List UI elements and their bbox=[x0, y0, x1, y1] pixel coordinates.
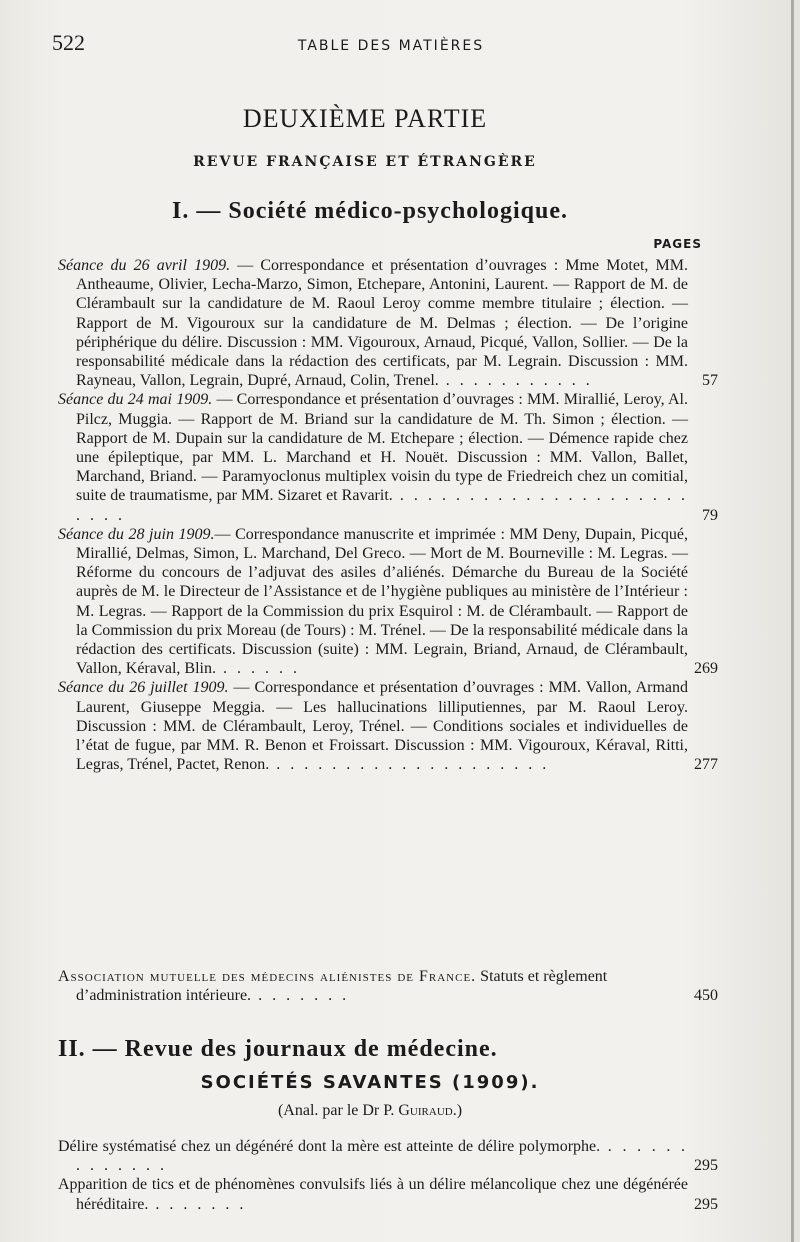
entry-text: — Correspondance et présentation d’ouvrages : MM. Mirallié, Leroy, Al. Pilcz, Muggia. — Rapport de M. Briand sur la candidature de M. Th. Simon ; élection. — Rapport de M. Dupain sur la candidature de M. Etchepare ; élection. — Démence rapide chez une épileptique, par MM. L. Marchand et H. Nouët. Discussion : MM. Vallon, Ballet, Marchand, Briand. — Paramyoclonus multiplex voisin du type de Friedreich chez un comitial, suite de traumatisme, par MM. Sizaret et Ravarit. bbox=[76, 391, 688, 505]
entry-page: 295 bbox=[694, 1157, 718, 1175]
entry-page: 79 bbox=[702, 506, 718, 524]
entry-text: Apparition de tics et de phénomènes convulsifs liés à un délire mélancolique chez une dégénérée héréditaire. bbox=[58, 1176, 688, 1213]
toc-entries-section-1 bbox=[58, 256, 718, 774]
pages-column-label: PAGES bbox=[653, 237, 702, 251]
entry-date: Séance du 26 avril 1909. bbox=[58, 257, 231, 274]
association-name: Association mutuelle des médecins aliénistes de France. bbox=[58, 968, 477, 985]
entry-text: Délire systématisé chez un dégénéré dont la mère est atteinte de délire polymorphe. bbox=[58, 1138, 601, 1155]
association-entry: Association mutuelle des médecins aliénistes de France. Statuts et règlement d’administration intérieure. . . . . . . . 450 bbox=[58, 968, 718, 1005]
entry-page: 269 bbox=[694, 660, 718, 678]
page-number: 522 bbox=[52, 30, 85, 55]
entry-date: Séance du 28 juin 1909. bbox=[58, 525, 215, 543]
section-heading-2: II. — Revue des journaux de médecine. bbox=[58, 1036, 498, 1062]
page-gutter bbox=[791, 0, 794, 1242]
part-subtitle: REVUE FRANÇAISE ET ÉTRANGÈRE bbox=[193, 154, 537, 170]
toc-entry: Séance du 26 avril 1909. — Correspondance et présentation d’ouvrages : Mme Motet, MM. Antheaume, Olivier, Lecha-Marzo, Simon, Etchepare, Antonini, Laurent. — Rapport de M. de Clérambault sur la candidature de M. Raoul Leroy comme membre titulaire ; élection. — Rapport de M. Vigouroux sur la candidature de M. Delmas ; élection. — De l’origine périphérique du délire. Discussion : MM. Vigouroux, Arnaud, Picqué, Vallon, Sollier. — De la responsabilité médicale dans la rédaction des certificats, par M. Legrain. Discussion : MM. Rayneau, Vallon, Legrain, Dupré, Arnaud, Colin, Trenel. . . . . . . . . . . . 57 bbox=[58, 257, 718, 390]
analyst-credit: (Anal. par le Dr P. Guiraud.) bbox=[277, 1102, 463, 1119]
entry-date: Séance du 24 mai 1909. bbox=[58, 391, 213, 409]
analyst-name: Guiraud bbox=[398, 1102, 453, 1119]
toc-entry: Séance du 26 juillet 1909. — Correspondance et présentation d’ouvrages : MM. Vallon, Armand Laurent, Giuseppe Meggia. — Les hallucinations lilliputiennes, par M. Raoul Leroy. Discussion : MM. de Clérambault, Leroy, Trénel. — Conditions sociales et individuelles de l’état de fugue, par MM. R. Benon et Froissart. Discussion : MM. Vigouroux, Kéraval, Ritti, Legras, Trénel, Pactet, Renon. . . . . . . . . . . . . . . . . . . . . 277 bbox=[58, 679, 718, 774]
entry-date: Séance du 26 juillet 1909. bbox=[58, 679, 229, 697]
running-title: TABLE DES MATIÈRES bbox=[297, 38, 485, 54]
part-title: DEUXIÈME PARTIE bbox=[242, 104, 488, 133]
societies-heading: SOCIÉTÉS SAVANTES (1909). bbox=[200, 1072, 540, 1093]
entry-text: — Correspondance et présentation d’ouvrages : MM. Vallon, Armand Laurent, Giuseppe Meggia. — Les hallucinations lilliputiennes, par M. Raoul Leroy. Discussion : MM. de Clérambault, Leroy, Trénel. — Conditions sociales et individuelles de l’état de fugue, par MM. R. Benon et Froissart. Discussion : MM. Vigouroux, Kéraval, Ritti, Legras, Trénel, Pactet, Renon. bbox=[76, 679, 689, 774]
entry-text: — Correspondance et présentation d’ouvrages : Mme Motet, MM. Antheaume, Olivier, Lecha-Marzo, Simon, Etchepare, Antonini, Laurent. — Rapport de M. de Clérambault sur la candidature de M. Raoul Leroy comme membre titulaire ; élection. — Rapport de M. Vigouroux sur la candidature de M. Delmas ; élection. — De l’origine périphérique du délire. Discussion : MM. Vigouroux, Arnaud, Picqué, Vallon, Sollier. — De la responsabilité médicale dans la rédaction des certificats, par M. Legrain. Discussion : MM. Rayneau, Vallon, Legrain, Dupré, Arnaud, Colin, Trenel. bbox=[76, 257, 688, 390]
toc-entry: Délire systématisé chez un dégénéré dont la mère est atteinte de délire polymorphe. . . . . . . . . . . . . . 295 bbox=[58, 1138, 718, 1175]
entry-page: 295 bbox=[694, 1195, 718, 1213]
entry-page: 277 bbox=[694, 756, 718, 774]
page-header bbox=[52, 30, 730, 64]
entry-text: — Correspondance manuscrite et imprimée : MM Deny, Dupain, Picqué, Mirallié, Delmas, Simon, L. Marchand, Del Greco. — Mort de M. Bourneville : M. Legras. — Réforme du concours de l’adjuvat des asiles d’aliénés. Démarche du Bureau de la Société auprès de M. le Directeur de l’Assistance et de l’hygiène publiques au ministère de l’Intérieur : M. Legras. — Rapport de la Commission du prix Esquirol : M. de Clérambault. — Rapport de la Commission du prix Moreau (de Tours) : M. Trénel. — De la responsabilité médicale dans la rédaction des certificats. Discussion (suite) : MM. Legrain, Briand, Arnaud, de Clérambault, Vallon, Kéraval, Blin. bbox=[76, 525, 688, 678]
entry-page: 57 bbox=[702, 372, 718, 390]
entry-page: 450 bbox=[694, 987, 718, 1005]
toc-entry: Séance du 28 juin 1909.— Correspondance manuscrite et imprimée : MM Deny, Dupain, Picqué, Mirallié, Delmas, Simon, L. Marchand, Del Greco. — Mort de M. Bourneville : M. Legras. — Réforme du concours de l’adjuvat des asiles d’aliénés. Démarche du Bureau de la Société auprès de M. le Directeur de l’Assistance et de l’hygiène publiques au ministère de l’Intérieur : M. Legras. — Rapport de la Commission du prix Esquirol : M. de Clérambault. — Rapport de la Commission du prix Moreau (de Tours) : M. Trénel. — De la responsabilité médicale dans la rédaction des certificats. Discussion (suite) : MM. Legrain, Briand, Arnaud, de Clérambault, Vallon, Kéraval, Blin. . . . . . . 269 bbox=[58, 525, 718, 678]
section-heading-1: I. — Société médico-psychologique. bbox=[172, 198, 568, 224]
toc-entry: Apparition de tics et de phénomènes convulsifs liés à un délire mélancolique chez une dégénérée héréditaire. . . . . . . . 295 bbox=[58, 1176, 718, 1213]
association-text: Statuts et règlement d’administration intérieure. bbox=[76, 968, 608, 1005]
toc-entries-section-2 bbox=[58, 1137, 718, 1214]
toc-entry: Séance du 24 mai 1909. — Correspondance et présentation d’ouvrages : MM. Mirallié, Leroy, Al. Pilcz, Muggia. — Rapport de M. Briand sur la candidature de M. Th. Simon ; élection. — Rapport de M. Dupain sur la candidature de M. Etchepare ; élection. — Démence rapide chez une épileptique, par MM. L. Marchand et H. Nouët. Discussion : MM. Vallon, Ballet, Marchand, Briand. — Paramyoclonus multiplex voisin du type de Friedreich chez un comitial, suite de traumatisme, par MM. Sizaret et Ravarit. . . . . . . . . . . . . . . . . . . . . . . . . . 79 bbox=[58, 391, 718, 524]
